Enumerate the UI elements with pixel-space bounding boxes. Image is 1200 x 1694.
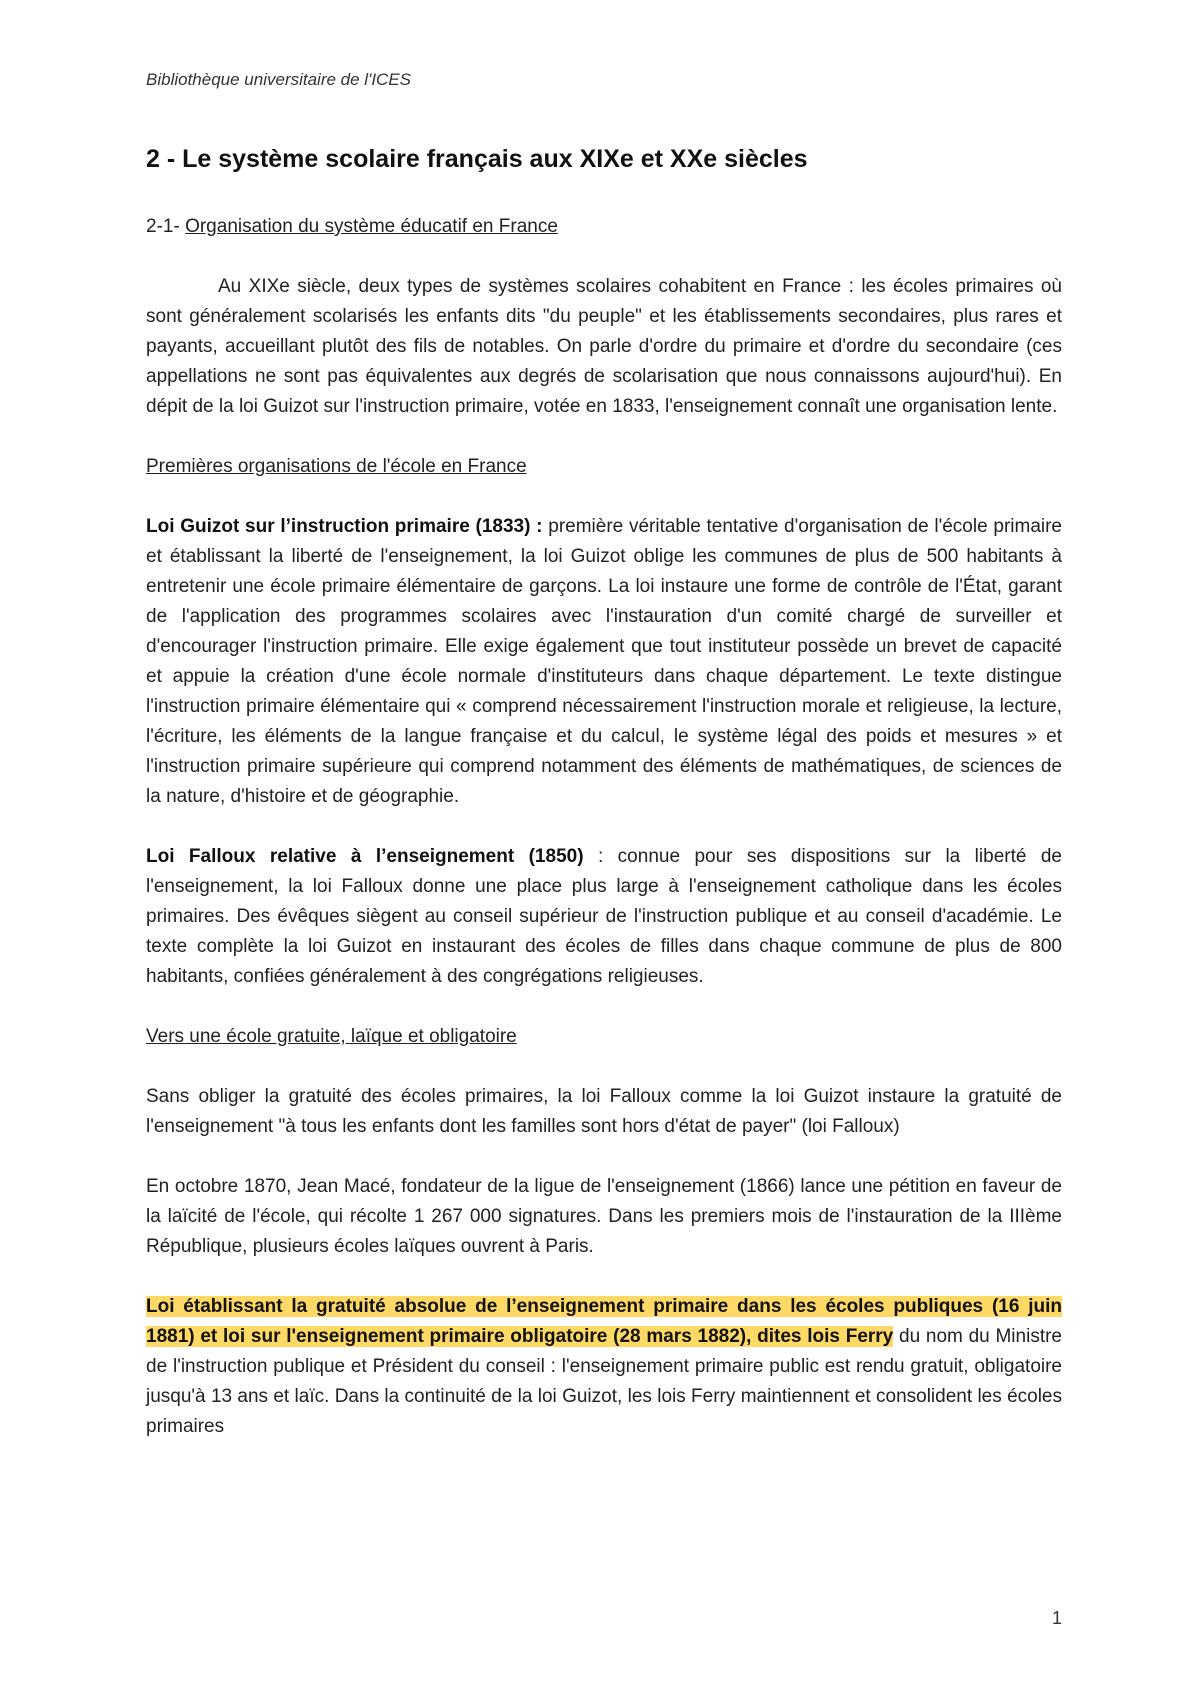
ferry-law-text: du nom du Ministre de l'instruction publique et Président du conseil : l'enseignement primaire public est rendu gratuit, obligatoire jusqu'à 13 ans et laïc. Dans la continuité de la loi Guizot, les lois Ferry maintiennent et consolident les écoles primaires — [146, 1326, 1062, 1437]
chapter-title: 2 - Le système scolaire français aux XIXe et XXe siècles — [146, 145, 808, 173]
falloux-law-title: Loi Falloux relative à l’enseignement (1850) — [146, 846, 584, 867]
mace-paragraph: En octobre 1870, Jean Macé, fondateur de la ligue de l'enseignement (1866) lance une pétition en faveur de la laïcité de l'école, qui récolte 1 267 000 signatures. Dans les premiers mois de l'instauration de la IIIème République, plusieurs écoles laïques ouvrent à Paris. — [146, 1176, 1062, 1257]
subsection-heading-2: Vers une école gratuite, laïque et obligatoire — [146, 1026, 517, 1047]
intro-paragraph: Au XIXe siècle, deux types de systèmes scolaires cohabitent en France : les écoles primaires où sont généralement scolarisés les enfants dits "du peuple" et les établissements secondaires, plus rares et payants, accueillant plutôt des fils de notables. On parle d'ordre du primaire et d'ordre du secondaire (ces appellations ne sont pas équivalentes aux degrés de scolarisation que nous connaissons aujourd'hui). En dépit de la loi Guizot sur l'instruction primaire, votée en 1833, l'enseignement connaît une organisation lente. — [146, 276, 1062, 417]
page-number: 1 — [1052, 1608, 1063, 1628]
guizot-law-title: Loi Guizot sur l’instruction primaire (1833) : — [146, 516, 543, 537]
subsection-heading-1: Premières organisations de l'école en France — [146, 456, 527, 477]
guizot-paragraph — [146, 512, 1062, 812]
section-title: Organisation du système éducatif en France — [185, 216, 558, 237]
ferry-law-title-highlighted: Loi établissant la gratuité absolue de l’enseignement primaire dans les écoles publiques (16 juin 1881) et loi sur l'enseignement primaire obligatoire (28 mars 1882), dites lois Ferry — [146, 1296, 1062, 1347]
page-content — [146, 145, 1062, 1442]
section-heading — [146, 212, 1062, 242]
running-header: Bibliothèque universitaire de l'ICES — [146, 70, 412, 89]
gratuite-paragraph: Sans obliger la gratuité des écoles primaires, la loi Falloux comme la loi Guizot instaure la gratuité de l'enseignement "à tous les enfants dont les familles sont hors d'état de payer" (loi Falloux) — [146, 1086, 1062, 1137]
section-number: 2-1- — [146, 216, 186, 237]
falloux-law-text: : connue pour ses dispositions sur la liberté de l'enseignement, la loi Falloux donne une place plus large à l'enseignement catholique dans les écoles primaires. Des évêques siègent au conseil supérieur de l'instruction publique et au conseil d'académie. Le texte complète la loi Guizot en instaurant des écoles de filles dans chaque commune de plus de 800 habitants, confiées généralement à des congrégations religieuses. — [146, 846, 1062, 987]
ferry-paragraph — [146, 1292, 1062, 1442]
guizot-law-text: première véritable tentative d'organisation de l'école primaire et établissant la liberté de l'enseignement, la loi Guizot oblige les communes de plus de 500 habitants à entretenir une école primaire élémentaire de garçons. La loi instaure une forme de contrôle de l'État, garant de l'application des programmes scolaires avec l'instauration d'un comité chargé de surveiller et d'encourager l'instruction primaire. Elle exige également que tout instituteur possède un brevet de capacité et appuie la création d'une école normale d'instituteurs dans chaque département. Le texte distingue l'instruction primaire élémentaire qui « comprend nécessairement l'instruction morale et religieuse, la lecture, l'écriture, les éléments de la langue française et du calcul, le système légal des poids et mesures » et l'instruction primaire supérieure qui comprend notamment des éléments de mathématiques, de sciences de la nature, d'histoire et de géographie. — [146, 516, 1062, 807]
falloux-paragraph — [146, 842, 1062, 992]
